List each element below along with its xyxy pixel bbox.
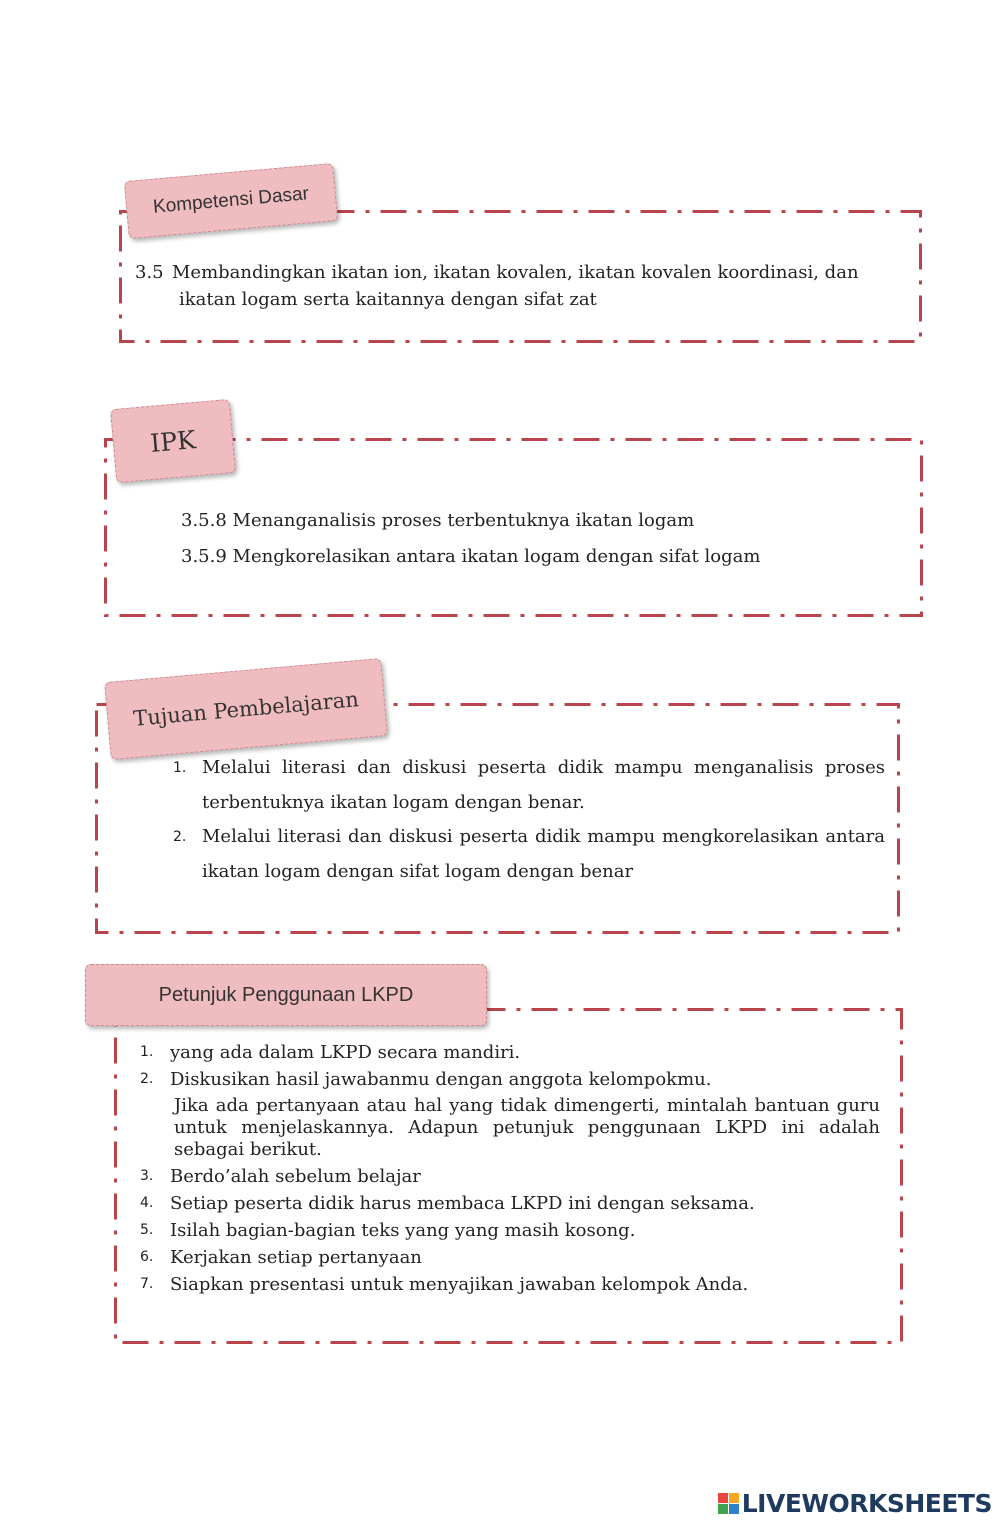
liveworksheets-logo[interactable] — [718, 1489, 992, 1518]
logo-text: LIVEWORKSHEETS — [741, 1489, 992, 1518]
kd-line-2: ikatan logam serta kaitannya dengan sifat zat — [179, 289, 597, 310]
liveworksheets-mark-icon — [718, 1493, 739, 1514]
list-item: 1. Melalui literasi dan diskusi peserta didik mampu menganalisis proses terbentuknya ikatan logam dengan benar. — [173, 757, 885, 813]
petunjuk-tag — [85, 964, 487, 1026]
list-item: 7. Siapkan presentasi untuk menyajikan jawaban kelompok Anda. — [140, 1274, 749, 1295]
ipk-item: 3.5.9 Mengkorelasikan antara ikatan logam dengan sifat logam — [181, 546, 761, 567]
list-item: 4. Setiap peserta didik harus membaca LKPD ini dengan seksama. — [140, 1193, 755, 1214]
ipk-title: IPK — [149, 424, 197, 458]
kd-number: 3.5 — [135, 262, 164, 283]
tujuan-title: Tujuan Pembelajaran — [132, 687, 360, 731]
list-item: 2. Melalui literasi dan diskusi peserta didik mampu mengkorelasikan antara ikatan logam dengan sifat logam dengan benar — [173, 826, 885, 882]
kd-text — [135, 259, 905, 313]
kompetensi-dasar-title: Kompetensi Dasar — [152, 183, 310, 218]
petunjuk-title: Petunjuk Penggunaan LKPD — [158, 983, 414, 1006]
ipk-tag — [110, 399, 236, 483]
tujuan-list — [173, 751, 885, 889]
list-item: 5. Isilah bagian-bagian teks yang yang masih kosong. — [140, 1220, 636, 1241]
logo-square — [729, 1493, 739, 1503]
kd-line-1: Membandingkan ikatan ion, ikatan kovalen, ikatan kovalen koordinasi, dan — [172, 262, 859, 283]
list-item: 6. Kerjakan setiap pertanyaan — [140, 1247, 422, 1268]
petunjuk-note: Jika ada pertanyaan atau hal yang tidak dimengerti, mintalah bantuan guru untuk menjelaskannya. Adapun petunjuk penggunaan LKPD ini adalah sebagai berikut. — [174, 1095, 880, 1160]
logo-square — [729, 1504, 739, 1514]
list-item: 1. yang ada dalam LKPD secara mandiri. — [140, 1042, 521, 1063]
ipk-list — [181, 503, 881, 575]
logo-square — [718, 1504, 728, 1514]
logo-square — [718, 1493, 728, 1503]
petunjuk-list — [140, 1039, 880, 1298]
ipk-item: 3.5.8 Menanganalisis proses terbentuknya ikatan logam — [181, 510, 695, 531]
list-item: 2. Diskusikan hasil jawabanmu dengan anggota kelompokmu. — [140, 1069, 712, 1090]
list-item: 3. Berdo’alah sebelum belajar — [140, 1166, 421, 1187]
